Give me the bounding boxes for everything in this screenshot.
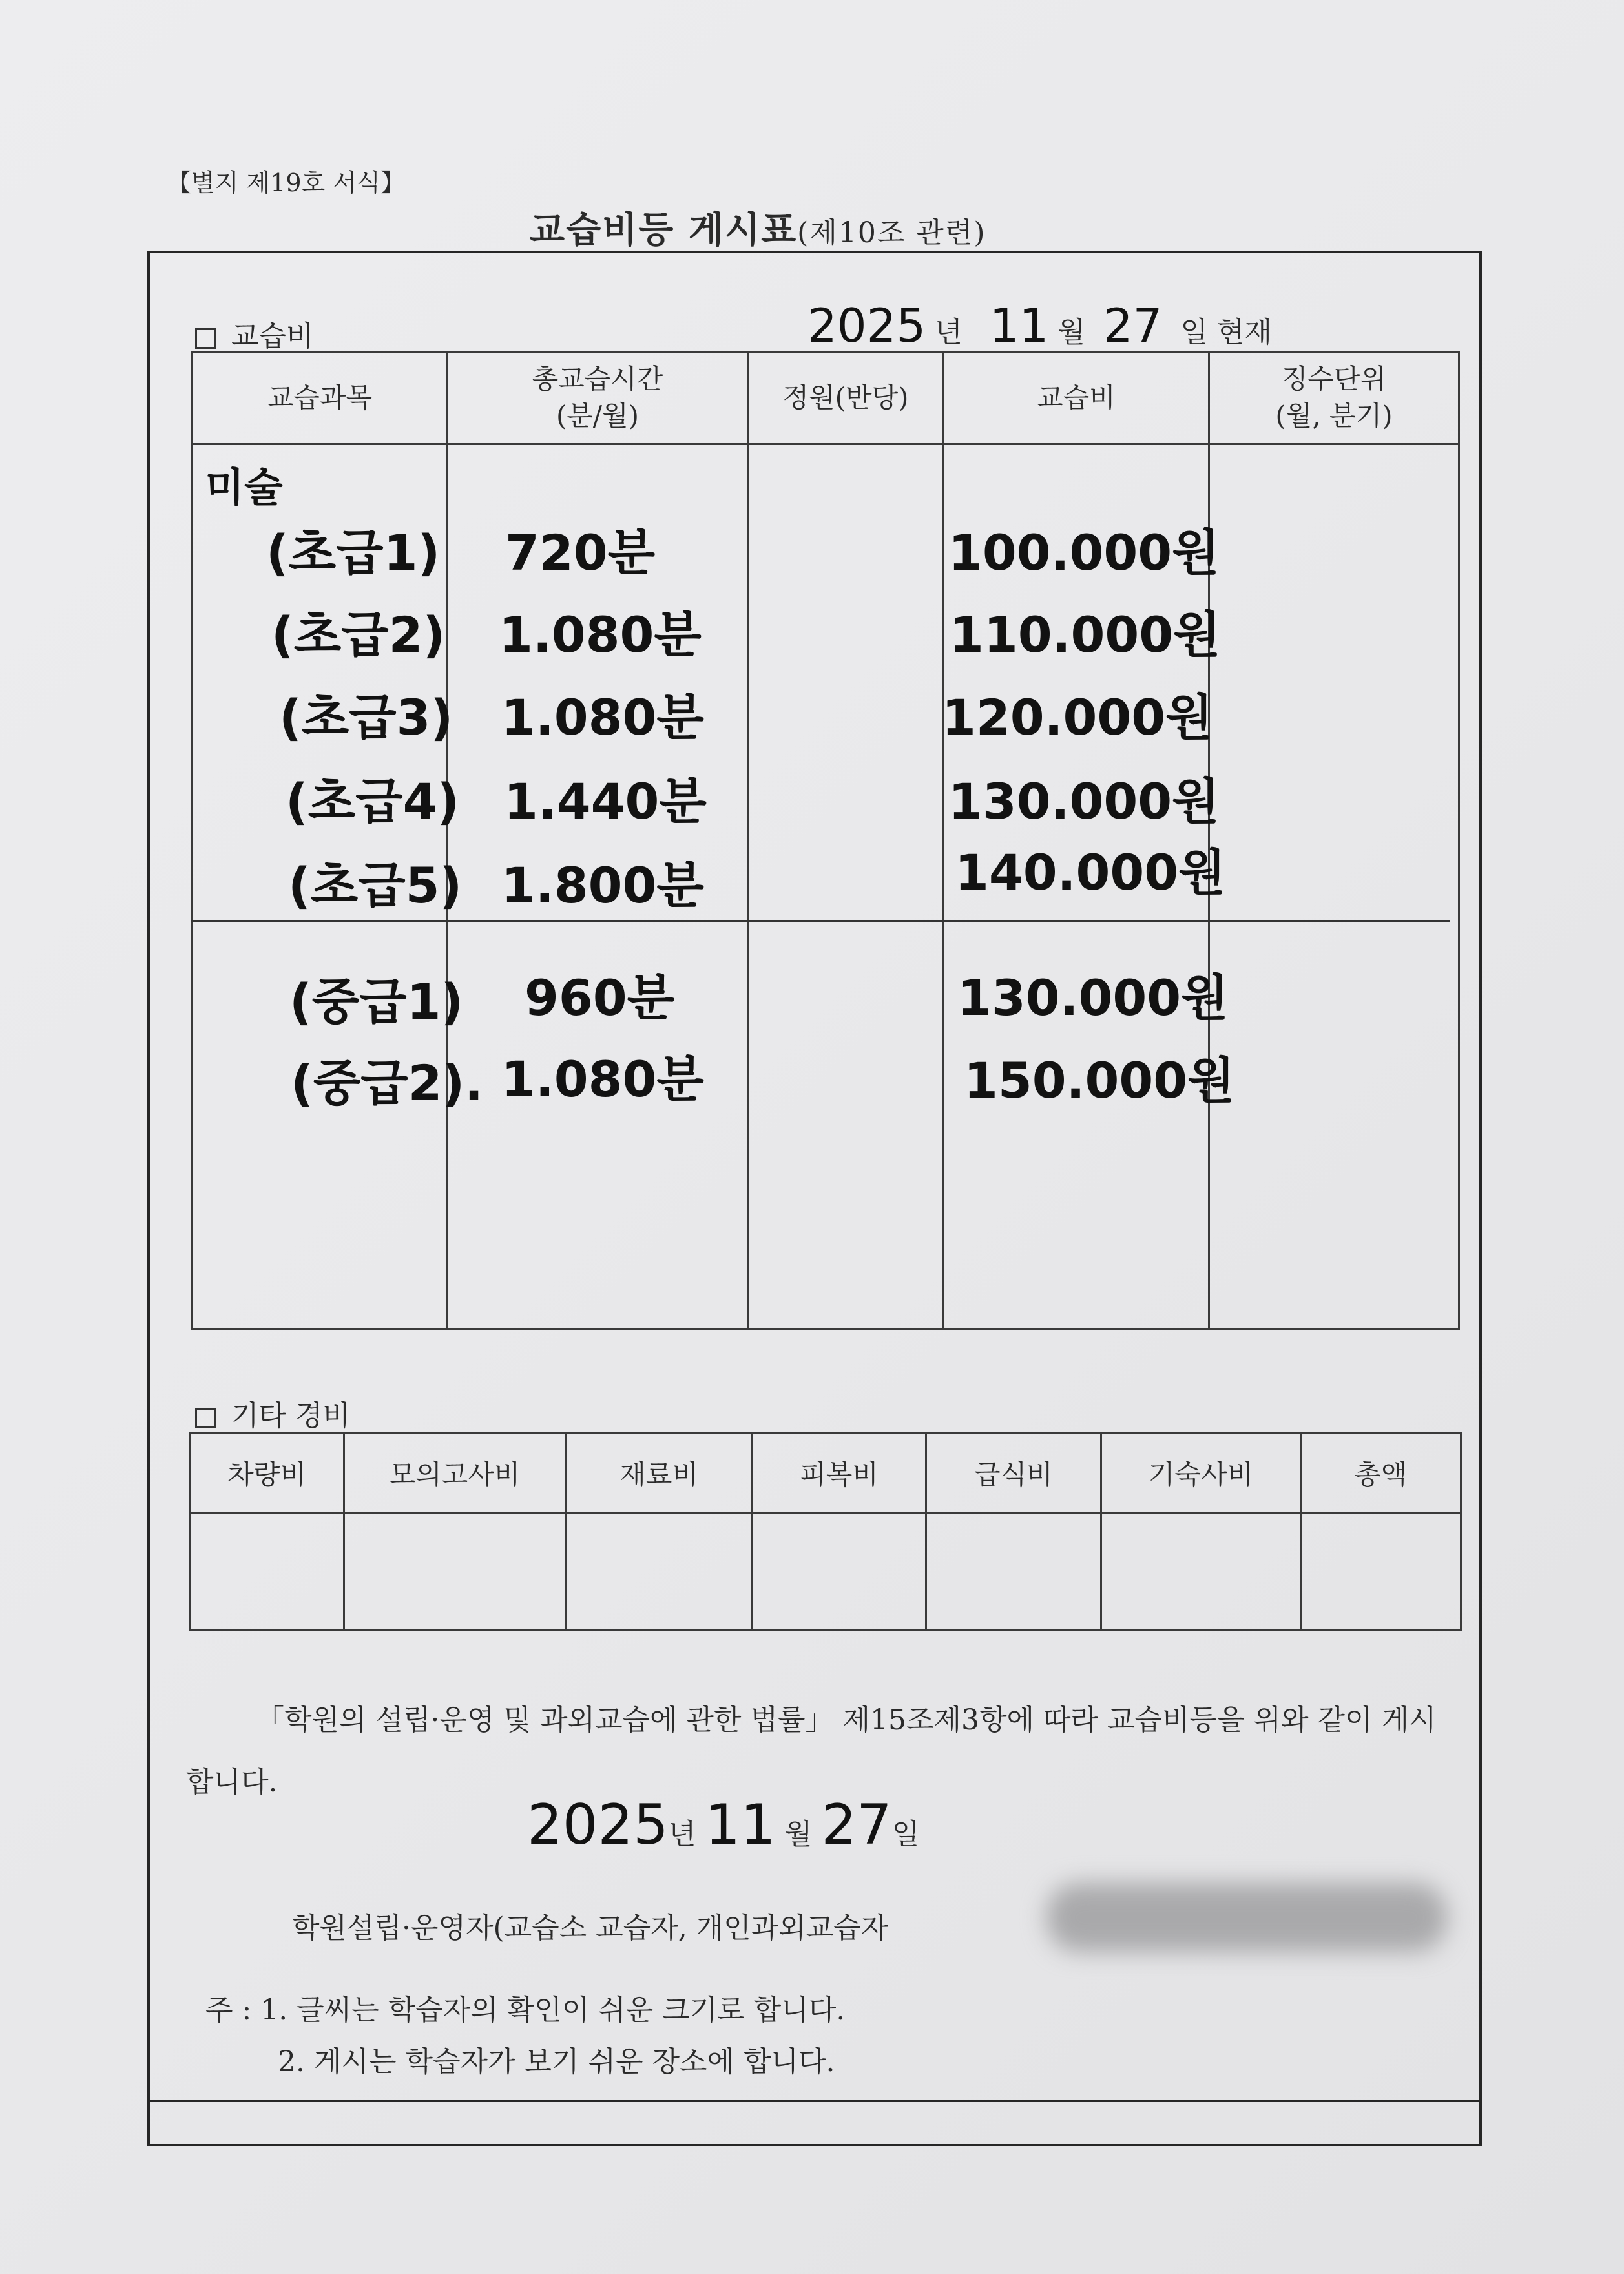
col-total: 총액 — [1301, 1434, 1461, 1513]
other-body-row — [190, 1513, 1461, 1630]
row-subject: (초급2) — [271, 606, 446, 663]
date-month-unit: 월 — [1057, 316, 1085, 349]
title-subtitle: (제10조 관련) — [797, 216, 986, 249]
page-title — [530, 202, 986, 253]
date-day: 27 — [1103, 298, 1163, 353]
frame-divider — [147, 2100, 1482, 2102]
col-total-time-unit: (분/월) — [556, 400, 640, 432]
row-minutes: 720분 — [505, 524, 656, 581]
row-subject: (중급1) — [289, 973, 464, 1030]
date-year-unit: 년 — [935, 316, 963, 349]
cell-empty — [753, 1513, 926, 1630]
row-fee: 100.000원 — [948, 524, 1220, 581]
tuition-table — [191, 351, 1460, 1330]
row-fee: 120.000원 — [942, 689, 1213, 746]
section-other-label: 기타 경비 — [231, 1399, 351, 1432]
row-fee: 110.000원 — [950, 606, 1221, 663]
cell-empty — [344, 1513, 566, 1630]
col-meals: 급식비 — [926, 1434, 1101, 1513]
col-fee: 교습비 — [944, 352, 1209, 444]
date-day-suffix: 일 현재 — [1180, 316, 1272, 349]
row-subject: (초급5) — [288, 857, 463, 914]
other-header-row — [190, 1434, 1461, 1513]
col-total-time-label: 총교습시간 — [532, 363, 663, 395]
form-number: 【별지 제19호 서식】 — [167, 169, 405, 197]
note-2: 2. 게시는 학습자가 보기 쉬운 장소에 합니다. — [278, 2045, 835, 2078]
row-minutes: 1.080분 — [501, 1050, 704, 1108]
section-tuition-label: 교습비 — [231, 320, 314, 353]
subject-group: 미술 — [205, 464, 283, 511]
row-subject: (초급1) — [266, 524, 441, 581]
row-subject: (초급3) — [279, 689, 453, 746]
col-dormitory: 기숙사비 — [1101, 1434, 1301, 1513]
checkbox-icon — [195, 328, 216, 349]
sig-day-unit: 일 — [891, 1818, 920, 1851]
cell-empty — [926, 1513, 1101, 1630]
row-fee: 130.000원 — [948, 773, 1220, 830]
section-tuition — [195, 313, 314, 354]
col-capacity: 정원(반당) — [748, 352, 944, 444]
col-subject: 교습과목 — [193, 352, 448, 444]
date-header — [807, 298, 1272, 353]
note-1: 주 : 1. 글씨는 학습자의 확인이 쉬운 크기로 합니다. — [205, 1994, 846, 2027]
col-clothing: 피복비 — [753, 1434, 926, 1513]
sig-year: 2025 — [527, 1793, 669, 1857]
signature-date — [527, 1793, 919, 1857]
cell-empty — [1101, 1513, 1301, 1630]
operator-label: 학원설립·운영자(교습소 교습자, 개인과외교습자 — [292, 1912, 889, 1945]
row-minutes: 1.800분 — [501, 857, 704, 914]
col-billing-unit-sub: (월, 분기) — [1275, 400, 1393, 432]
sig-day: 27 — [821, 1793, 892, 1857]
tuition-header-row — [193, 352, 1459, 444]
cell-billing — [1209, 444, 1459, 1329]
col-total-time — [448, 352, 748, 444]
row-fee: 150.000원 — [964, 1052, 1235, 1109]
row-fee: 140.000원 — [955, 844, 1226, 901]
row-subject: (초급4) — [286, 773, 460, 830]
other-expenses-table — [189, 1432, 1462, 1631]
sig-year-unit: 년 — [668, 1818, 696, 1851]
cell-empty — [1301, 1513, 1461, 1630]
col-billing-unit — [1209, 352, 1459, 444]
col-mock-exam: 모의고사비 — [344, 1434, 566, 1513]
cell-empty — [190, 1513, 344, 1630]
row-subject: (중급2). — [291, 1054, 484, 1112]
sig-month: 11 — [705, 1793, 776, 1857]
row-minutes: 1.080분 — [501, 689, 704, 746]
checkbox-icon — [195, 1408, 216, 1428]
col-billing-unit-label: 징수단위 — [1281, 363, 1387, 395]
date-month: 11 — [989, 298, 1049, 353]
title-main: 교습비등 게시표 — [530, 209, 798, 251]
level-divider — [191, 920, 1450, 922]
date-year: 2025 — [807, 298, 926, 353]
cell-empty — [566, 1513, 753, 1630]
col-vehicle: 차량비 — [190, 1434, 344, 1513]
section-other-expenses — [195, 1392, 350, 1434]
row-minutes: 1.080분 — [499, 606, 702, 663]
sig-month-unit: 월 — [784, 1818, 813, 1851]
legal-notice: 「학원의 설립·운영 및 과외교습에 관한 법률」 제15조제3항에 따라 교습비등을 위와 같이 게시합니다. — [186, 1704, 1437, 1799]
row-minutes: 1.440분 — [504, 773, 707, 830]
row-minutes: 960분 — [525, 969, 675, 1027]
cell-capacity — [748, 444, 944, 1329]
redacted-name — [1046, 1883, 1447, 1952]
col-materials: 재료비 — [566, 1434, 753, 1513]
row-fee: 130.000원 — [957, 969, 1229, 1027]
